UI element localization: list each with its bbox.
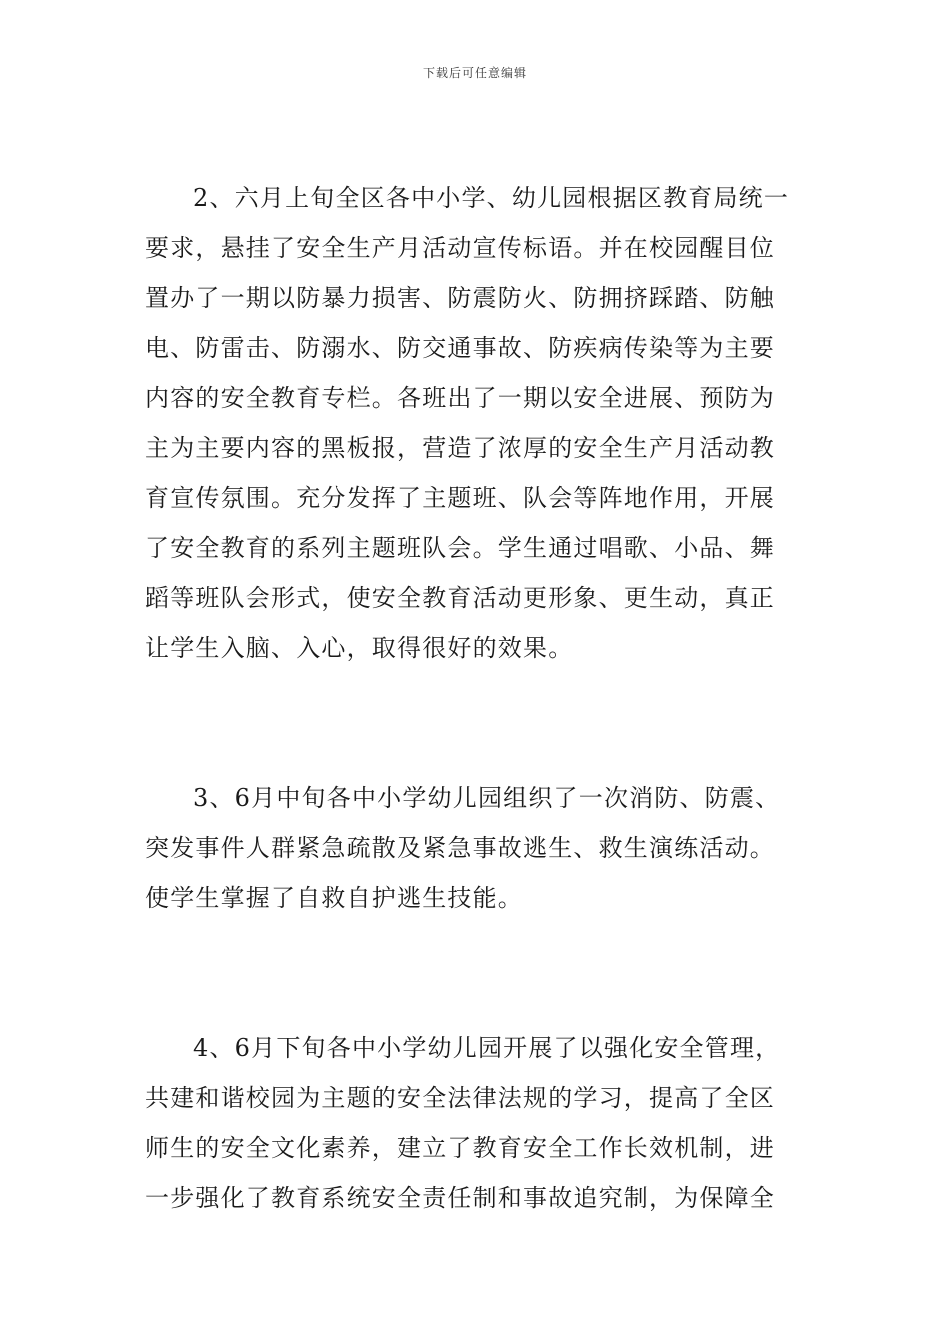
paragraph-2-line-8: 了安全教育的系列主题班队会。学生通过唱歌、小品、舞 xyxy=(145,534,775,562)
paragraph-2-line-2: 要求，悬挂了安全生产月活动宣传标语。并在校园醒目位 xyxy=(145,234,775,262)
paragraph-2-line-3: 置办了一期以防暴力损害、防震防火、防拥挤踩踏、防触 xyxy=(145,284,775,312)
paragraph-2-line-5: 内容的安全教育专栏。各班出了一期以安全进展、预防为 xyxy=(145,384,775,412)
paragraph-4-line-1: 4、6月下旬各中小学幼儿园开展了以强化安全管理， xyxy=(193,1034,781,1062)
paragraph-3-line-1: 3、6月中旬各中小学幼儿园组织了一次消防、防震、 xyxy=(193,784,781,812)
paragraph-3-line-3: 使学生掌握了自救自护逃生技能。 xyxy=(145,884,523,912)
paragraph-4-line-3: 师生的安全文化素养，建立了教育安全工作长效机制，进 xyxy=(145,1134,775,1162)
paragraph-4-line-2: 共建和谐校园为主题的安全法律法规的学习，提高了全区 xyxy=(145,1084,775,1112)
paragraph-3-line-2: 突发事件人群紧急疏散及紧急事故逃生、救生演练活动。 xyxy=(145,834,775,862)
paragraph-4-line-4: 一步强化了教育系统安全责任制和事故追究制，为保障全 xyxy=(145,1184,775,1212)
paragraph-2-line-1: 2、六月上旬全区各中小学、幼儿园根据区教育局统一 xyxy=(193,184,790,212)
page-header-note: 下载后可任意编辑 xyxy=(422,66,527,80)
paragraph-2-line-4: 电、防雷击、防溺水、防交通事故、防疾病传染等为主要 xyxy=(145,334,775,362)
paragraph-2-line-10: 让学生入脑、入心，取得很好的效果。 xyxy=(145,634,574,662)
paragraph-2-line-6: 主为主要内容的黑板报，营造了浓厚的安全生产月活动教 xyxy=(145,434,775,462)
paragraph-2-line-7: 育宣传氛围。充分发挥了主题班、队会等阵地作用，开展 xyxy=(145,484,775,512)
paragraph-2-line-9: 蹈等班队会形式，使安全教育活动更形象、更生动，真正 xyxy=(145,584,775,612)
